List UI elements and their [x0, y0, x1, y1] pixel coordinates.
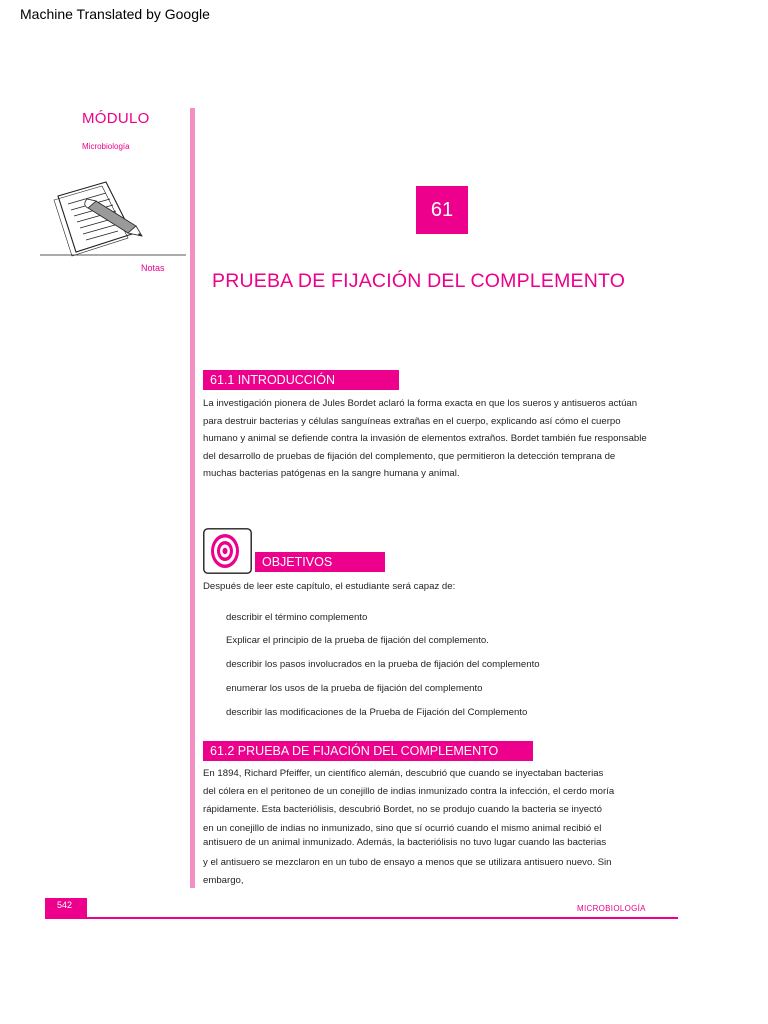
footer-rule	[45, 917, 678, 919]
section-heading-introduction: 61.1 INTRODUCCIÓN	[203, 370, 399, 390]
paragraph-line: En 1894, Richard Pfeiffer, un científico alemán, descubrió que cuando se inyectaban bacterias	[203, 768, 604, 779]
objective-item: describir los pasos involucrados en la prueba de fijación del complemento	[226, 659, 540, 670]
introduction-paragraph	[203, 395, 683, 483]
notes-pencil-icon	[38, 178, 188, 260]
module-subtitle: Microbiología	[82, 142, 130, 151]
objective-item: Explicar el principio de la prueba de fijación del complemento.	[226, 635, 489, 646]
paragraph-line: del cólera en el peritoneo de un conejillo de indias inmunizado contra la infección, el cerdo moría	[203, 786, 615, 797]
sidebar-divider	[190, 108, 195, 888]
paragraph-line: La investigación pionera de Jules Bordet aclaró la forma exacta en que los sueros y antisueros actúan	[203, 398, 638, 409]
paragraph-line: muchas bacterias patógenas en la sangre humana y animal.	[203, 468, 460, 480]
target-icon	[203, 528, 252, 574]
paragraph-line: embargo,	[203, 875, 244, 886]
notes-label: Notas	[141, 263, 165, 273]
paragraph-line: rápidamente. Esta bacteriólisis, descubrió Bordet, no se produjo cuando la bacteria se inyectó	[203, 804, 602, 815]
running-title: MICROBIOLOGÍA	[577, 904, 646, 913]
paragraph-line: y el antisuero se mezclaron en un tubo de ensayo a menos que se utilizara antisuero nuevo. Sin	[203, 857, 612, 868]
paragraph-line: para destruir bacterias y células sanguíneas extrañas en el cuerpo, explicando así cómo el cuerpo	[203, 415, 621, 427]
objective-item: describir las modificaciones de la Prueba de Fijación del Complemento	[226, 707, 528, 718]
objectives-lead: Después de leer este capítulo, el estudiante será capaz de:	[203, 581, 456, 592]
paragraph-line: en un conejillo de indias no inmunizado, sino que sí ocurrió cuando el mismo animal recibió el	[203, 823, 602, 834]
page-number: 542	[45, 898, 87, 919]
objectives-heading: OBJETIVOS	[255, 552, 385, 572]
paragraph-line: antisuero de un animal inmunizado. Además, la bacteriólisis no tuvo lugar cuando las bacterias	[203, 837, 607, 848]
section-heading-complement-fixation: 61.2 PRUEBA DE FIJACIÓN DEL COMPLEMENTO	[203, 741, 533, 761]
module-title: MÓDULO	[82, 110, 150, 127]
objective-item: enumerar los usos de la prueba de fijación del complemento	[226, 683, 483, 694]
chapter-title: PRUEBA DE FIJACIÓN DEL COMPLEMENTO	[212, 270, 626, 292]
objective-item: describir el término complemento	[226, 612, 368, 623]
paragraph-line: del desarrollo de pruebas de fijación del complemento, que permitieron la detección temprana de	[203, 450, 616, 462]
machine-translation-banner: Machine Translated by Google	[20, 6, 210, 22]
paragraph-line: humano y animal se defiende contra la invasión de elementos extraños. Bordet también fue responsable	[203, 433, 647, 445]
chapter-number: 61	[416, 186, 468, 234]
